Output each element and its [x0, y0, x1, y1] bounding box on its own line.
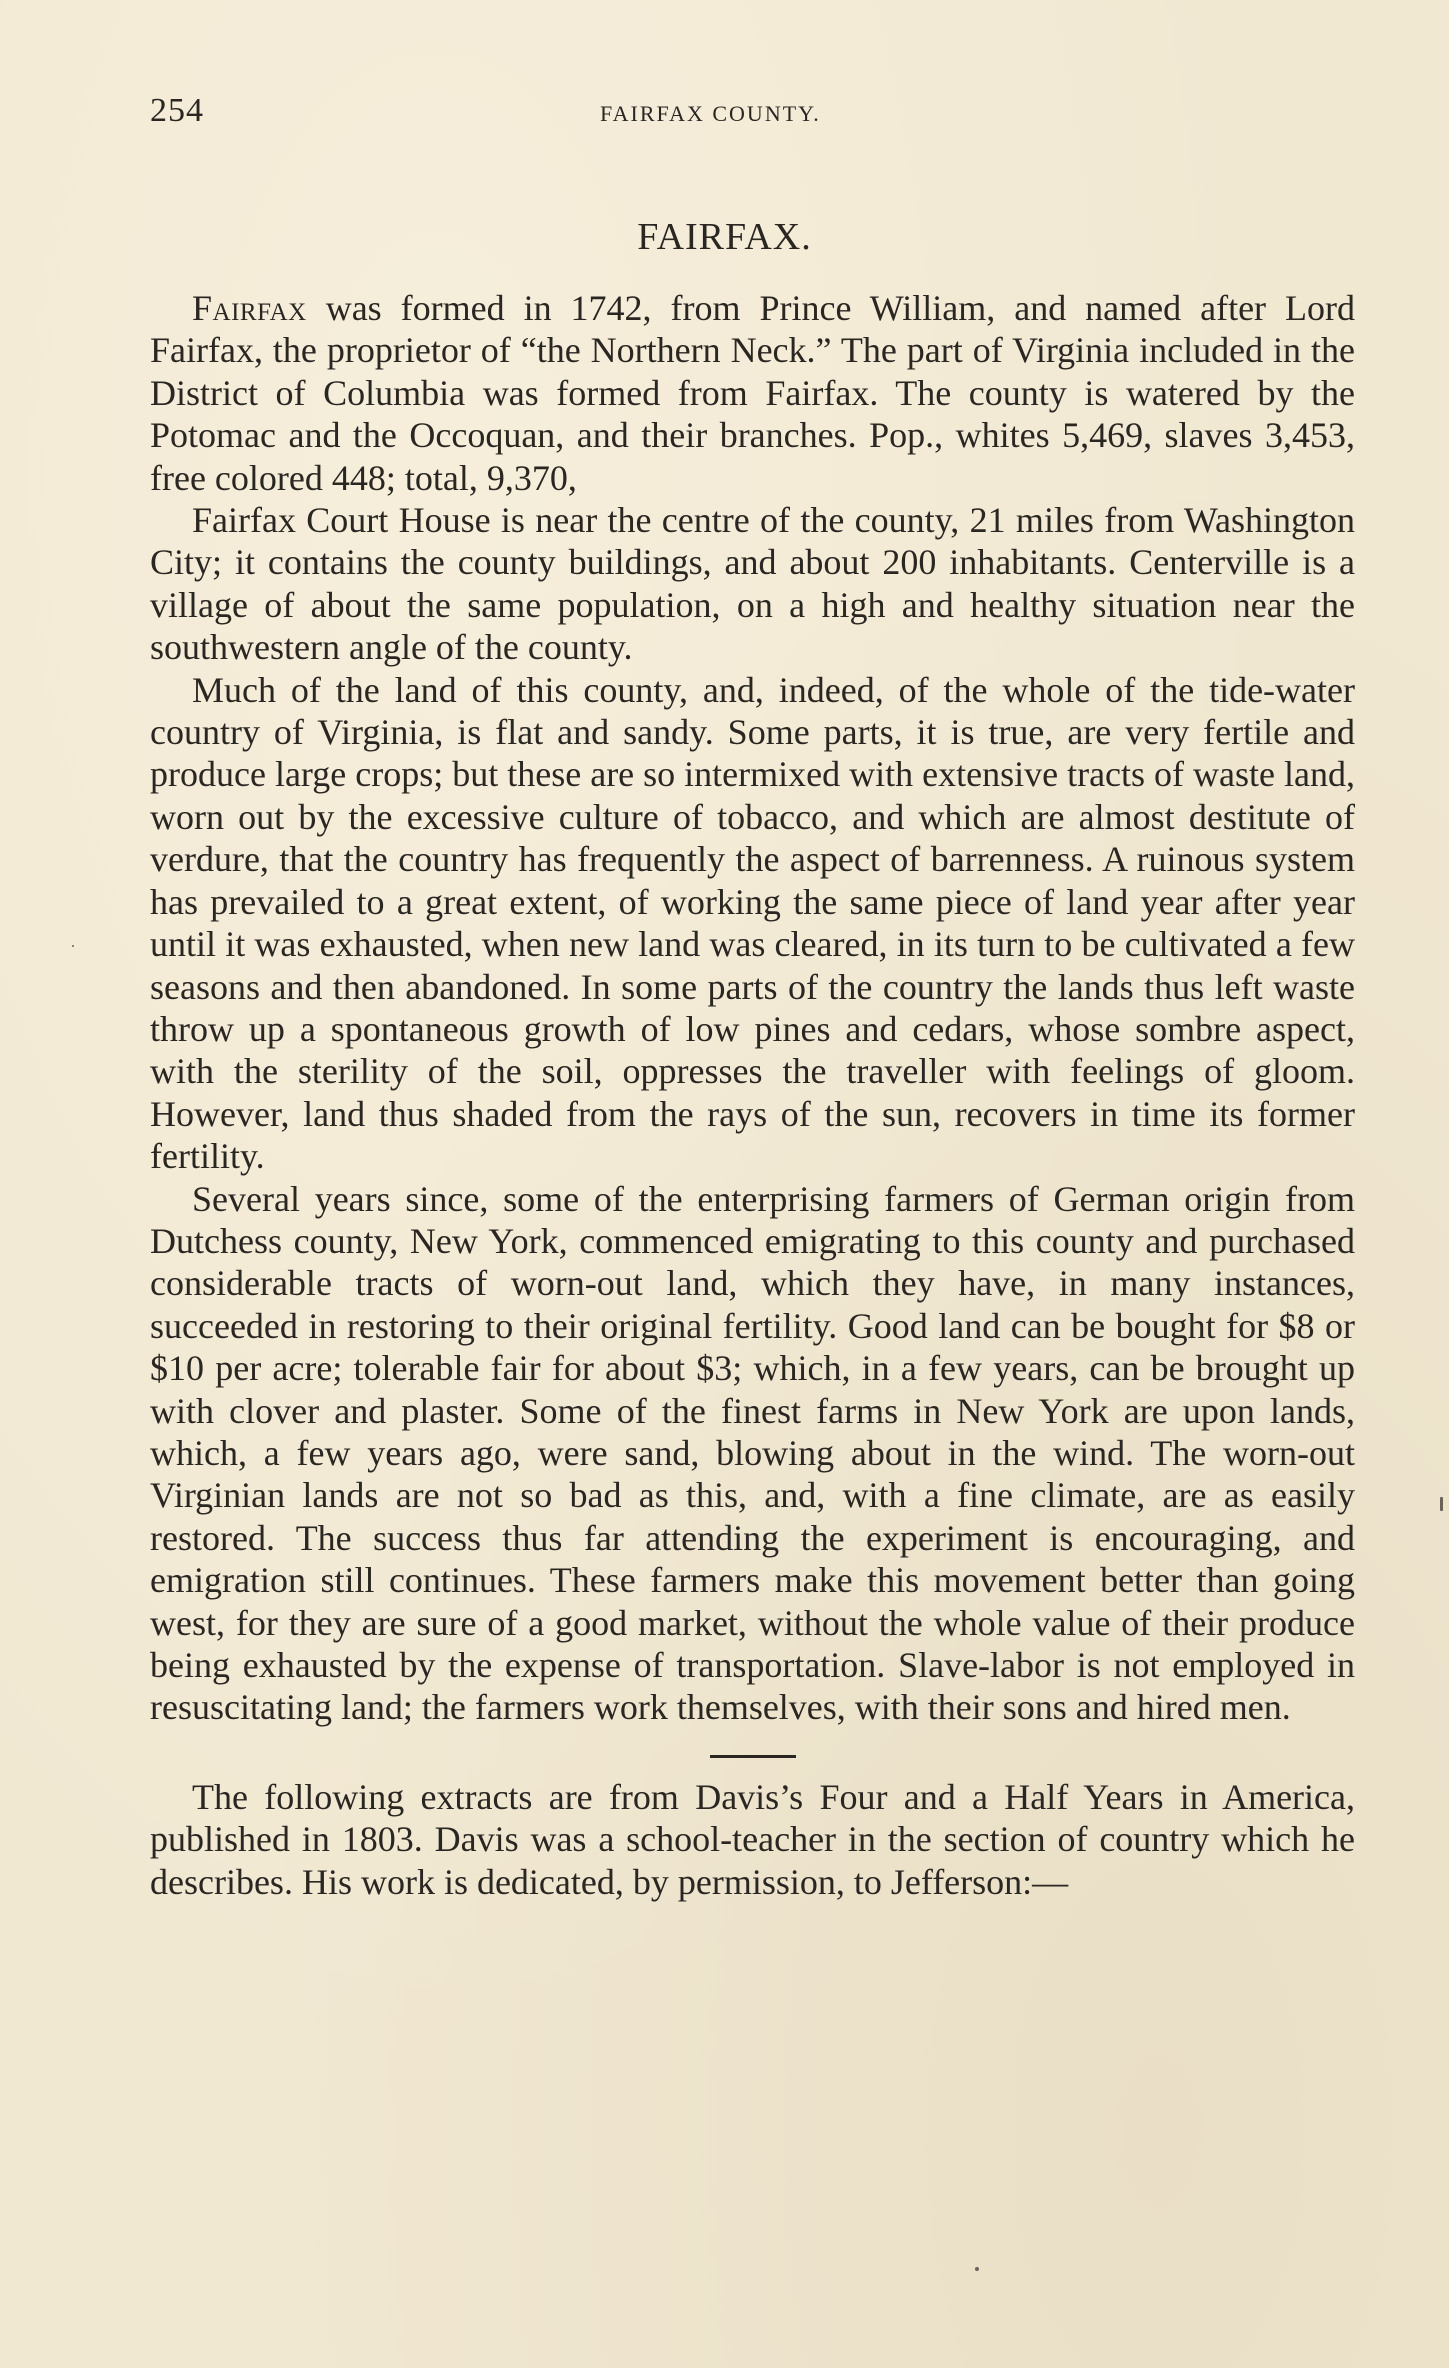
paragraph-4: Several years since, some of the enterprising farmers of German origin from Dutchess county, New York, commenced emigrating to this county and purchased considerable tracts of worn-out land, which they have, in many instances, succeeded in restoring to their original fertility. Good land can be bought for $8 or $10 per acre; tolerable fair for about $3; which, in a few years, can be brought up with clover and plaster. Some of the finest farms in New York are upon lands, which, a few years ago, were sand, blowing about in the wind. The worn-out Virginian lands are not so bad as this, and, with a fine climate, are as easily restored. The success thus far attending the experiment is encouraging, and emigration still continues. These farmers make this movement better than going west, for they are sure of a good market, without the whole value of their produce being exhausted by the expense of transportation. Slave-labor is not employed in resuscitating land; the farmers work themselves, with their sons and hired men.	[150, 1178, 1355, 1728]
paragraph-1-text: was formed in 1742, from Prince William, and named after Lord Fairfax, the proprietor of “the Northern Neck.” The part of Virginia included in the District of Columbia was formed from Fairfax. The county is watered by the Potomac and the Occoquan, and their branches. Pop., whites 5,469, slaves 3,453, free colored 448; total, 9,370,	[150, 288, 1355, 498]
section-divider	[710, 1755, 796, 1758]
paper-speck	[1440, 1497, 1443, 1511]
paragraph-2: Fairfax Court House is near the centre of the county, 21 miles from Washington City; it contains the county buildings, and about 200 inhabitants. Centerville is a village of about the same population, on a high and healthy situation near the southwestern angle of the county.	[150, 500, 1355, 668]
running-title: FAIRFAX COUNTY.	[600, 101, 821, 126]
paragraph-3: Much of the land of this county, and, indeed, of the whole of the tide-water country of Virginia, is flat and sandy. Some parts, it is true, are very fertile and produce large crops; but these are so intermixed with extensive tracts of waste land, worn out by the excessive culture of tobacco, and which are almost destitute of verdure, that the country has frequently the aspect of barrenness. A ruinous system has prevailed to a great extent, of working the same piece of land year after year until it was exhausted, when new land was cleared, in its turn to be cultivated a few seasons and then abandoned. In some parts of the country the lands thus left waste throw up a spontaneous growth of low pines and cedars, whose sombre aspect, with the sterility of the soil, oppresses the traveller with feelings of gloom. However, land thus shaded from the rays of the sun, recovers in time its former fertility.	[150, 669, 1355, 1177]
running-head	[150, 92, 1350, 132]
section-title: FAIRFAX.	[637, 216, 812, 258]
paper-speck	[72, 945, 74, 947]
lead-word: Fairfax	[192, 288, 307, 328]
page-number: 254	[150, 92, 204, 129]
body-text	[150, 287, 1355, 1903]
closing-paragraph: The following extracts are from Davis’s Four and a Half Years in America, published in 1803. Davis was a school-teacher in the section of country which he describes. His work is dedicated, by permission, to Jefferson:—	[150, 1776, 1355, 1902]
paper-speck	[975, 2267, 979, 2271]
paragraph-1	[150, 287, 1355, 499]
